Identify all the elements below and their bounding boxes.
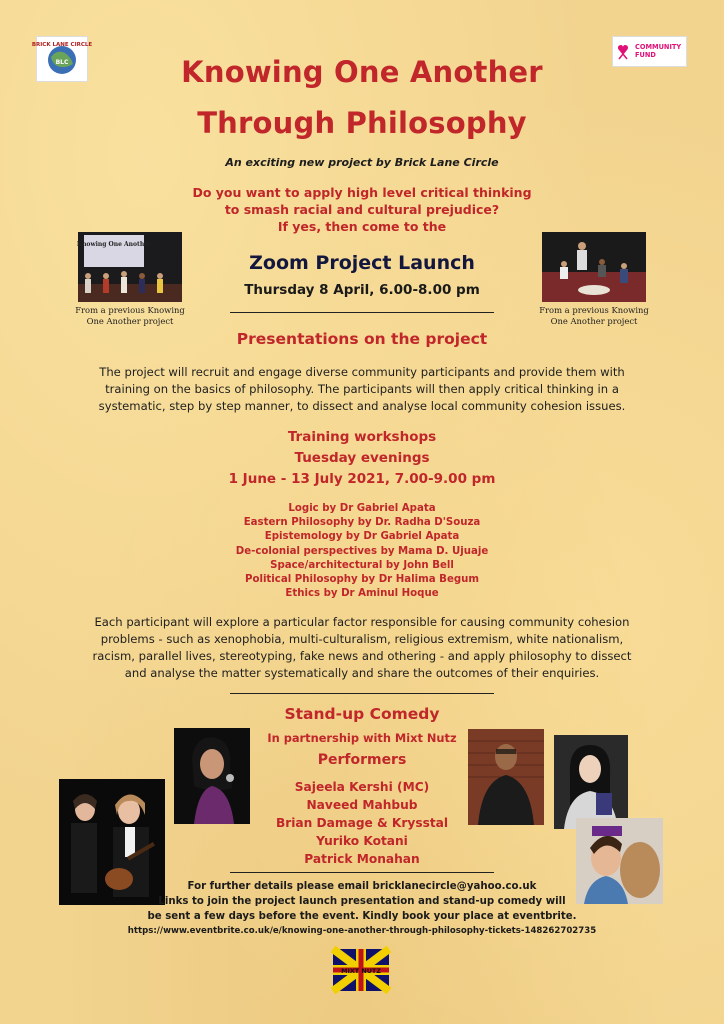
right-photo-caption-line-1: From a previous Knowing: [539, 305, 649, 315]
eventbrite-link[interactable]: https://www.eventbrite.co.uk/e/knowing-one-another-through-philosophy-tickets-148262702735: [127, 926, 597, 936]
performer-item: Brian Damage & Krysstal: [275, 816, 449, 830]
training-line-1: Training workshops: [287, 429, 437, 445]
performer-photo-sajeela: [174, 728, 250, 824]
footer-line-1: For further details please email bricklanecircle@yahoo.co.uk: [187, 881, 537, 892]
speaker-item: Political Philosophy by Dr Halima Begum: [244, 574, 480, 586]
question-line-3: If yes, then come to the: [277, 219, 447, 234]
speaker-item: Space/architectural by John Bell: [270, 559, 454, 571]
speaker-item: Ethics by Dr Aminul Hoque: [285, 588, 439, 600]
performer-photo-naveed: [468, 729, 544, 825]
participant-text-line-4: and analyse the matter systematically and share the outcomes of their enquiries.: [124, 666, 600, 680]
subtitle: An exciting new project by Brick Lane Circle: [225, 156, 499, 169]
participant-text-line-3: racism, parallel lives, stereotyping, fake news and othering - and apply philosophy to dissect: [92, 649, 632, 663]
presentations-text-line-3: systematic, step by step manner, to dissect and analyse local community cohesion issues.: [98, 399, 626, 413]
divider-1: [230, 312, 494, 313]
speaker-item: Eastern Philosophy by Dr. Radha D'Souza: [243, 517, 481, 529]
launch-date: Thursday 8 April, 6.00-8.00 pm: [244, 282, 480, 298]
footer-line-2: Links to join the project launch presentation and stand-up comedy will: [158, 896, 566, 907]
divider-3: [230, 872, 494, 873]
speaker-list: [0, 502, 724, 601]
participant-text-line-1: Each participant will explore a particular factor responsible for causing community cohesion: [94, 615, 630, 629]
training-line-2: Tuesday evenings: [294, 450, 430, 466]
speaker-item: Logic by Dr Gabriel Apata: [288, 503, 436, 514]
performers-heading: Performers: [317, 752, 407, 768]
comedy-heading: Stand-up Comedy: [284, 705, 440, 723]
performer-item: Sajeela Kershi (MC): [294, 780, 430, 794]
logo-arc-text: BRICK LANE CIRCLE: [31, 42, 93, 48]
performer-item: Patrick Monahan: [304, 852, 420, 866]
left-photo-caption-line-2: One Another project: [86, 316, 174, 326]
performer-photo-yuriko: [554, 735, 628, 829]
training-line-3: 1 June - 13 July 2021, 7.00-9.00 pm: [228, 471, 496, 487]
divider-2: [230, 693, 494, 694]
left-photo-caption-line-1: From a previous Knowing: [75, 305, 185, 315]
participant-text-line-2: problems - such as xenophobia, multi-culturalism, religious extremism, white nationalism,: [100, 632, 624, 646]
title-line-2: Through Philosophy: [197, 106, 527, 140]
presentations-text-line-1: The project will recruit and engage diverse community participants and provide them with: [99, 365, 625, 379]
question-line-2: to smash racial and cultural prejudice?: [224, 202, 500, 217]
mixt-nutz-logo-text: MIXT NUTZ: [341, 967, 381, 975]
screen-sign-text: Knowing One Another: [76, 241, 152, 248]
presentations-heading: Presentations on the project: [236, 330, 488, 348]
performer-item: Naveed Mahbub: [306, 798, 418, 812]
speaker-item: De-colonial perspectives by Mama D. Ujuaje: [235, 545, 489, 557]
speaker-item: Epistemology by Dr Gabriel Apata: [264, 531, 460, 543]
footer-line-3: be sent a few days before the event. Kindly book your place at eventbrite.: [147, 911, 577, 922]
title-line-1: Knowing One Another: [181, 55, 543, 89]
performer-item: Yuriko Kotani: [316, 834, 408, 848]
community-fund-text: COMMUNITY FUND: [635, 43, 682, 59]
question-line-1: Do you want to apply high level critical thinking: [192, 185, 532, 200]
right-photo-caption-line-2: One Another project: [550, 316, 638, 326]
logo-abbr: BLC: [55, 59, 69, 66]
zoom-launch-heading: Zoom Project Launch: [249, 252, 475, 274]
presentations-text-line-2: training on the basics of philosophy. The participants will then apply critical thinking in a: [105, 382, 619, 396]
mixt-nutz-logo: [333, 949, 389, 991]
comedy-partner: In partnership with Mixt Nutz: [267, 731, 457, 745]
